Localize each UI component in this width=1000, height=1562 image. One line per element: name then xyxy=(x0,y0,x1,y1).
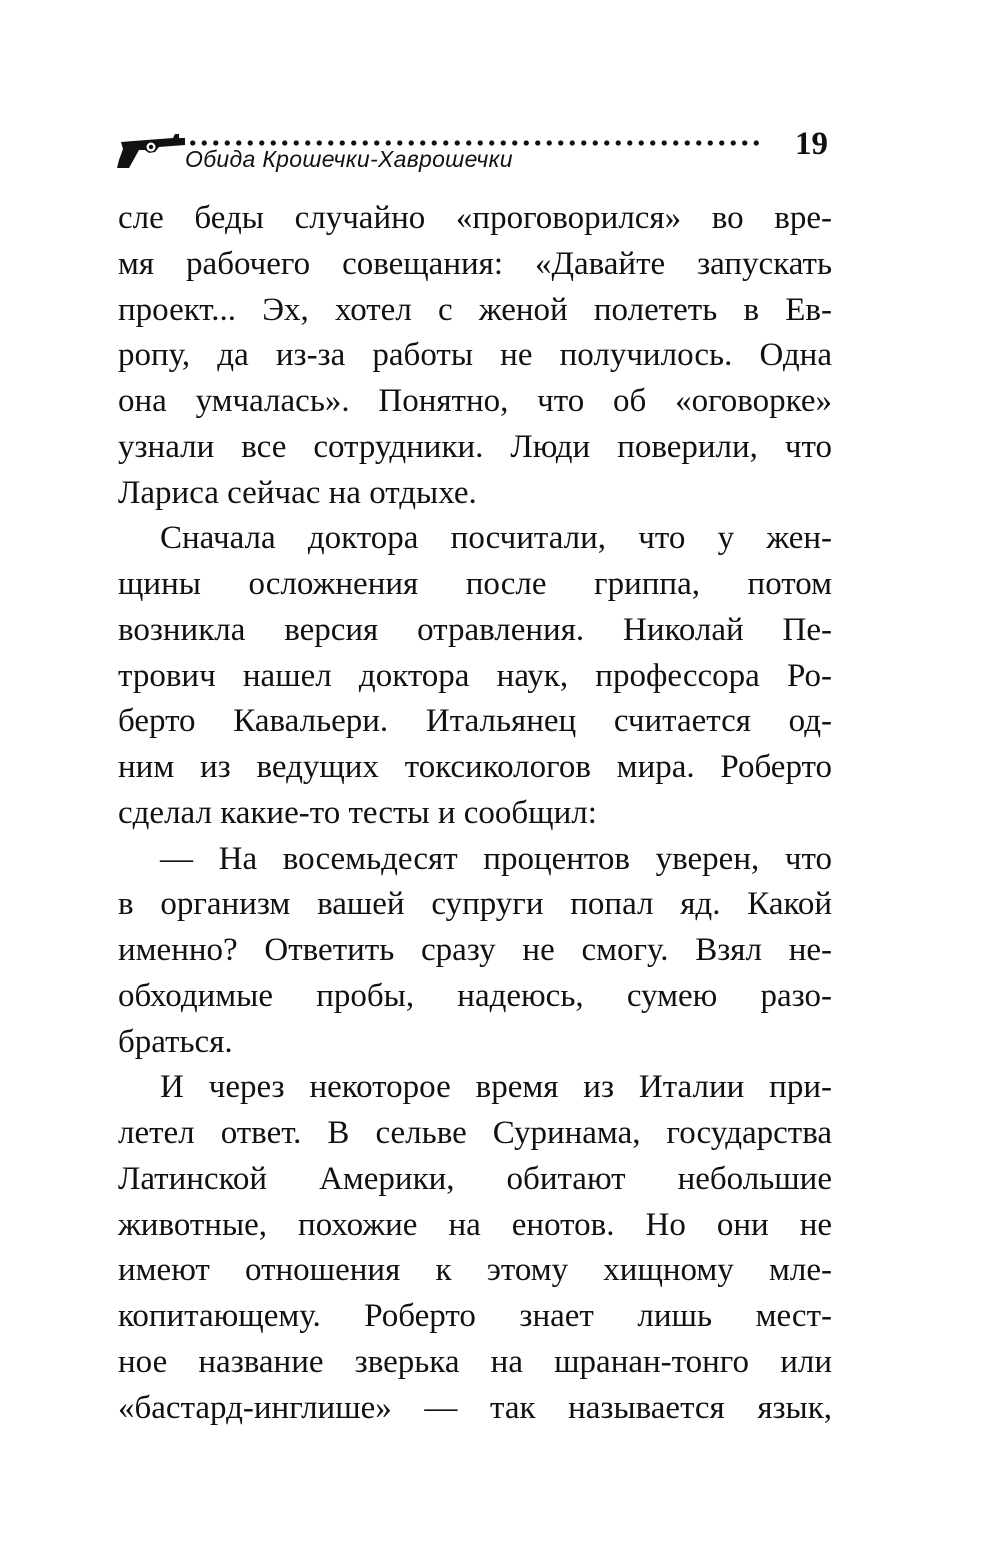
page-number: 19 xyxy=(795,126,828,162)
text-line: «бастард-инглише» — так называется язык, xyxy=(118,1389,832,1426)
text-line: Латинской Америки, обитают небольшие xyxy=(118,1160,832,1197)
text-line: возникла версия отравления. Николай Пе- xyxy=(118,611,832,648)
text-line: в организм вашей супруги попал яд. Какой xyxy=(118,886,832,923)
text-line: ное название зверька на шранан-тонго или xyxy=(118,1343,832,1380)
text-line: ропу, да из-за работы не получилось. Одна xyxy=(118,337,832,374)
text-line: копитающему. Роберто знает лишь мест- xyxy=(118,1298,832,1334)
text-line: И через некоторое время из Италии при- xyxy=(160,1069,832,1106)
text-line: сле беды случайно «проговорился» во вре- xyxy=(118,200,832,236)
text-line: проект... Эх, хотел с женой полететь в Ев- xyxy=(118,291,832,328)
text-line: Лариса сейчас на отдыхе. xyxy=(118,474,477,511)
text-line: имеют отношения к этому хищному мле- xyxy=(118,1252,832,1289)
text-line: именно? Ответить сразу не смогу. Взял не- xyxy=(118,932,832,968)
text-line: ним из ведущих токсикологов мира. Роберто xyxy=(118,749,832,785)
running-title: Обида Крошечки-Хаврошечки xyxy=(185,146,513,172)
revolver-icon xyxy=(115,132,187,172)
text-line: щины осложнения после гриппа, потом xyxy=(118,566,832,602)
text-line: мя рабочего совещания: «Давайте запускать xyxy=(118,245,832,282)
text-line: берто Кавальери. Итальянец считается од- xyxy=(118,703,832,740)
body-text xyxy=(118,196,832,1431)
page-header xyxy=(115,128,837,188)
text-line: обходимые пробы, надеюсь, сумею разо- xyxy=(118,977,832,1014)
text-line: летел ответ. В сельве Суринама, государства xyxy=(118,1115,832,1151)
text-line: животные, похожие на енотов. Но они не xyxy=(118,1206,832,1243)
text-line: браться. xyxy=(118,1023,233,1060)
text-line: узнали все сотрудники. Люди поверили, что xyxy=(118,428,832,465)
text-line: сделал какие-то тесты и сообщил: xyxy=(118,794,597,831)
text-line: трович нашел доктора наук, профессора Ро- xyxy=(118,657,832,694)
text-line: — На восемьдесят процентов уверен, что xyxy=(160,840,832,877)
text-line: Сначала доктора посчитали, что у жен- xyxy=(160,520,832,557)
text-line: она умчалась». Понятно, что об «оговорке» xyxy=(118,383,832,419)
